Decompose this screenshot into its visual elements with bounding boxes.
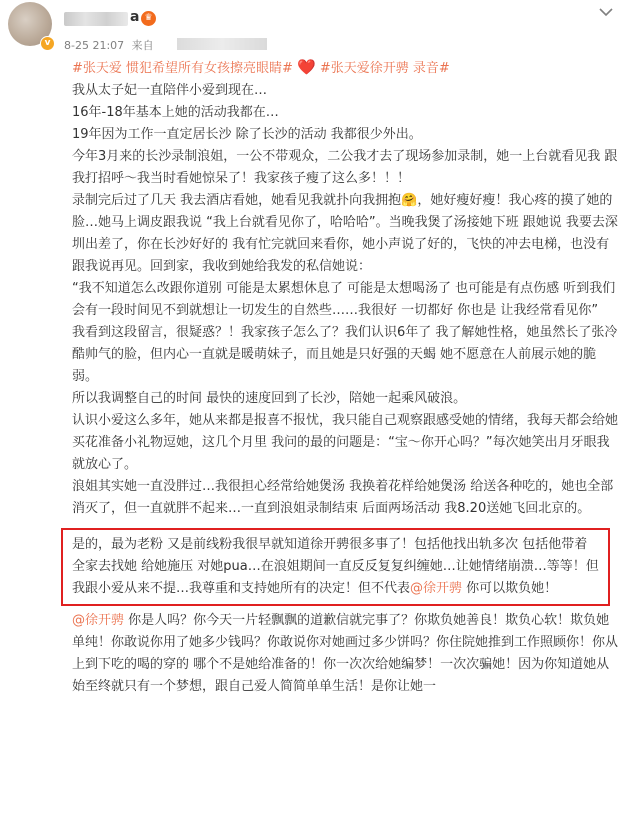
source-device	[177, 38, 267, 50]
heart-icon: ❤️	[297, 58, 316, 76]
topic-link-1[interactable]: #张天爱 惯犯希望所有女孩擦亮眼睛#	[72, 61, 293, 76]
paragraph: 我看到这段留言，很疑惑？！我家孩子怎么了？我们认识6年了 我了解她性格，她虽然长了张冷酷帅气的脸，但内心一直就是暖萌妹子，而且她是只好强的天蝎 她不愿意在人前展示她的脆弱。	[72, 325, 618, 384]
mention-link[interactable]: @徐开骋	[410, 581, 463, 596]
crown-icon[interactable]: ♛	[141, 11, 156, 26]
highlight-tail: 你可以欺负她！	[462, 581, 558, 596]
chevron-down-icon[interactable]	[598, 6, 614, 18]
paragraph: 我从太子妃一直陪伴小爱到现在…	[72, 83, 268, 98]
post-meta	[64, 37, 154, 53]
paragraph: “我不知道怎么改跟你道别 可能是太累想休息了 可能是太想喝汤了 也可能是有点伤感 听到我们会有一段时间见不到就想让一切发生的自然些……我很好 一切都好 你也是 让我经常看见你”	[72, 281, 616, 318]
paragraph: 浪姐其实她一直没胖过…我很担心经常给她煲汤 我换着花样给她煲汤 给送各种吃的，她也全部消灭了，但一直就胖不起来…一直到浪姐录制结束 后面两场活动 我8.20送她飞回北京的。	[72, 479, 614, 516]
topic-link-2[interactable]: #张天爱徐开骋 录音#	[319, 61, 450, 76]
mention-link[interactable]: @徐开骋	[72, 613, 125, 628]
paragraph: 今年3月来的长沙录制浪姐，一公不带观众，二公我才去了现场参加录制，她一上台就看见我 跟我打招呼～我当时看她惊呆了！我家孩子瘦了这么多！！！	[72, 149, 618, 186]
highlighted-paragraph	[61, 528, 610, 606]
paragraph: 19年因为工作一直定居长沙 除了长沙的活动 我都很少外出。	[72, 127, 422, 142]
paragraph	[72, 610, 620, 698]
paragraph-text: ，她好瘦好瘦！我心疼的摸了她的脸…她马上调皮跟我说 “我上台就看见你了，哈哈哈”。当晚我煲了汤接她下班 跟她说 我要去深圳出差了，你在长沙好好的 我有忙完就回来看你，她小声说了好的，飞快的冲去电梯，也没有跟我说再见。回到家，我收到她给我发的私信她说：	[72, 193, 618, 274]
username[interactable]	[64, 12, 128, 26]
paragraph: 16年-18年基本上她的活动我都在…	[72, 105, 279, 120]
paragraph: 认识小爱这么多年，她从来都是报喜不报忧，我只能自己观察跟感受她的情绪，我每天都会给她买花准备小礼物逗她，这几个月里 我问的最的问题是：“宝～你开心吗？”每次她笑出月牙眼我就放心了。	[72, 413, 619, 472]
paragraph	[72, 190, 620, 278]
post-content	[72, 56, 620, 698]
paragraph: 所以我调整自己的时间 最快的速度回到了长沙，陪她一起乘风破浪。	[72, 391, 467, 406]
hugging-face-icon: 🤗	[401, 193, 418, 208]
paragraph-text: 录制完后过了几天 我去酒店看她，她看见我就扑向我拥抱	[72, 193, 402, 208]
highlight-text: 是的，最为老粉 又是前线粉我很早就知道徐开骋很多事了！包括他找出轨多次 包括他带着全家去找她 给她施压 对她pua…在浪姐期间一直反反复复纠缠她…让她情绪崩溃…等等！但我跟小爱从来不提…我尊重和支持她所有的决定！但不代表	[72, 537, 599, 596]
source-prefix: 来自	[131, 39, 154, 52]
topic-line	[72, 56, 620, 80]
verified-badge-icon: v	[40, 36, 55, 51]
post-date[interactable]: 8-25 21:07	[64, 39, 125, 52]
username-tail[interactable]: a	[130, 9, 140, 25]
paragraph-text: 你是人吗？你今天一片轻飘飘的道歉信就完事了？你欺负她善良！欺负心软！欺负她单纯！你敢说你用了她多少钱吗？你敢说你对她画过多少饼吗？你住院她推到工作照顾你！你从上到下吃的喝的穿的 哪个不是她给准备的！你一次次给她编梦！一次次骗她！因为你知道她从始至终就只有一个梦想，跟自己爱人简简单单生活！是你让她一	[72, 613, 619, 694]
